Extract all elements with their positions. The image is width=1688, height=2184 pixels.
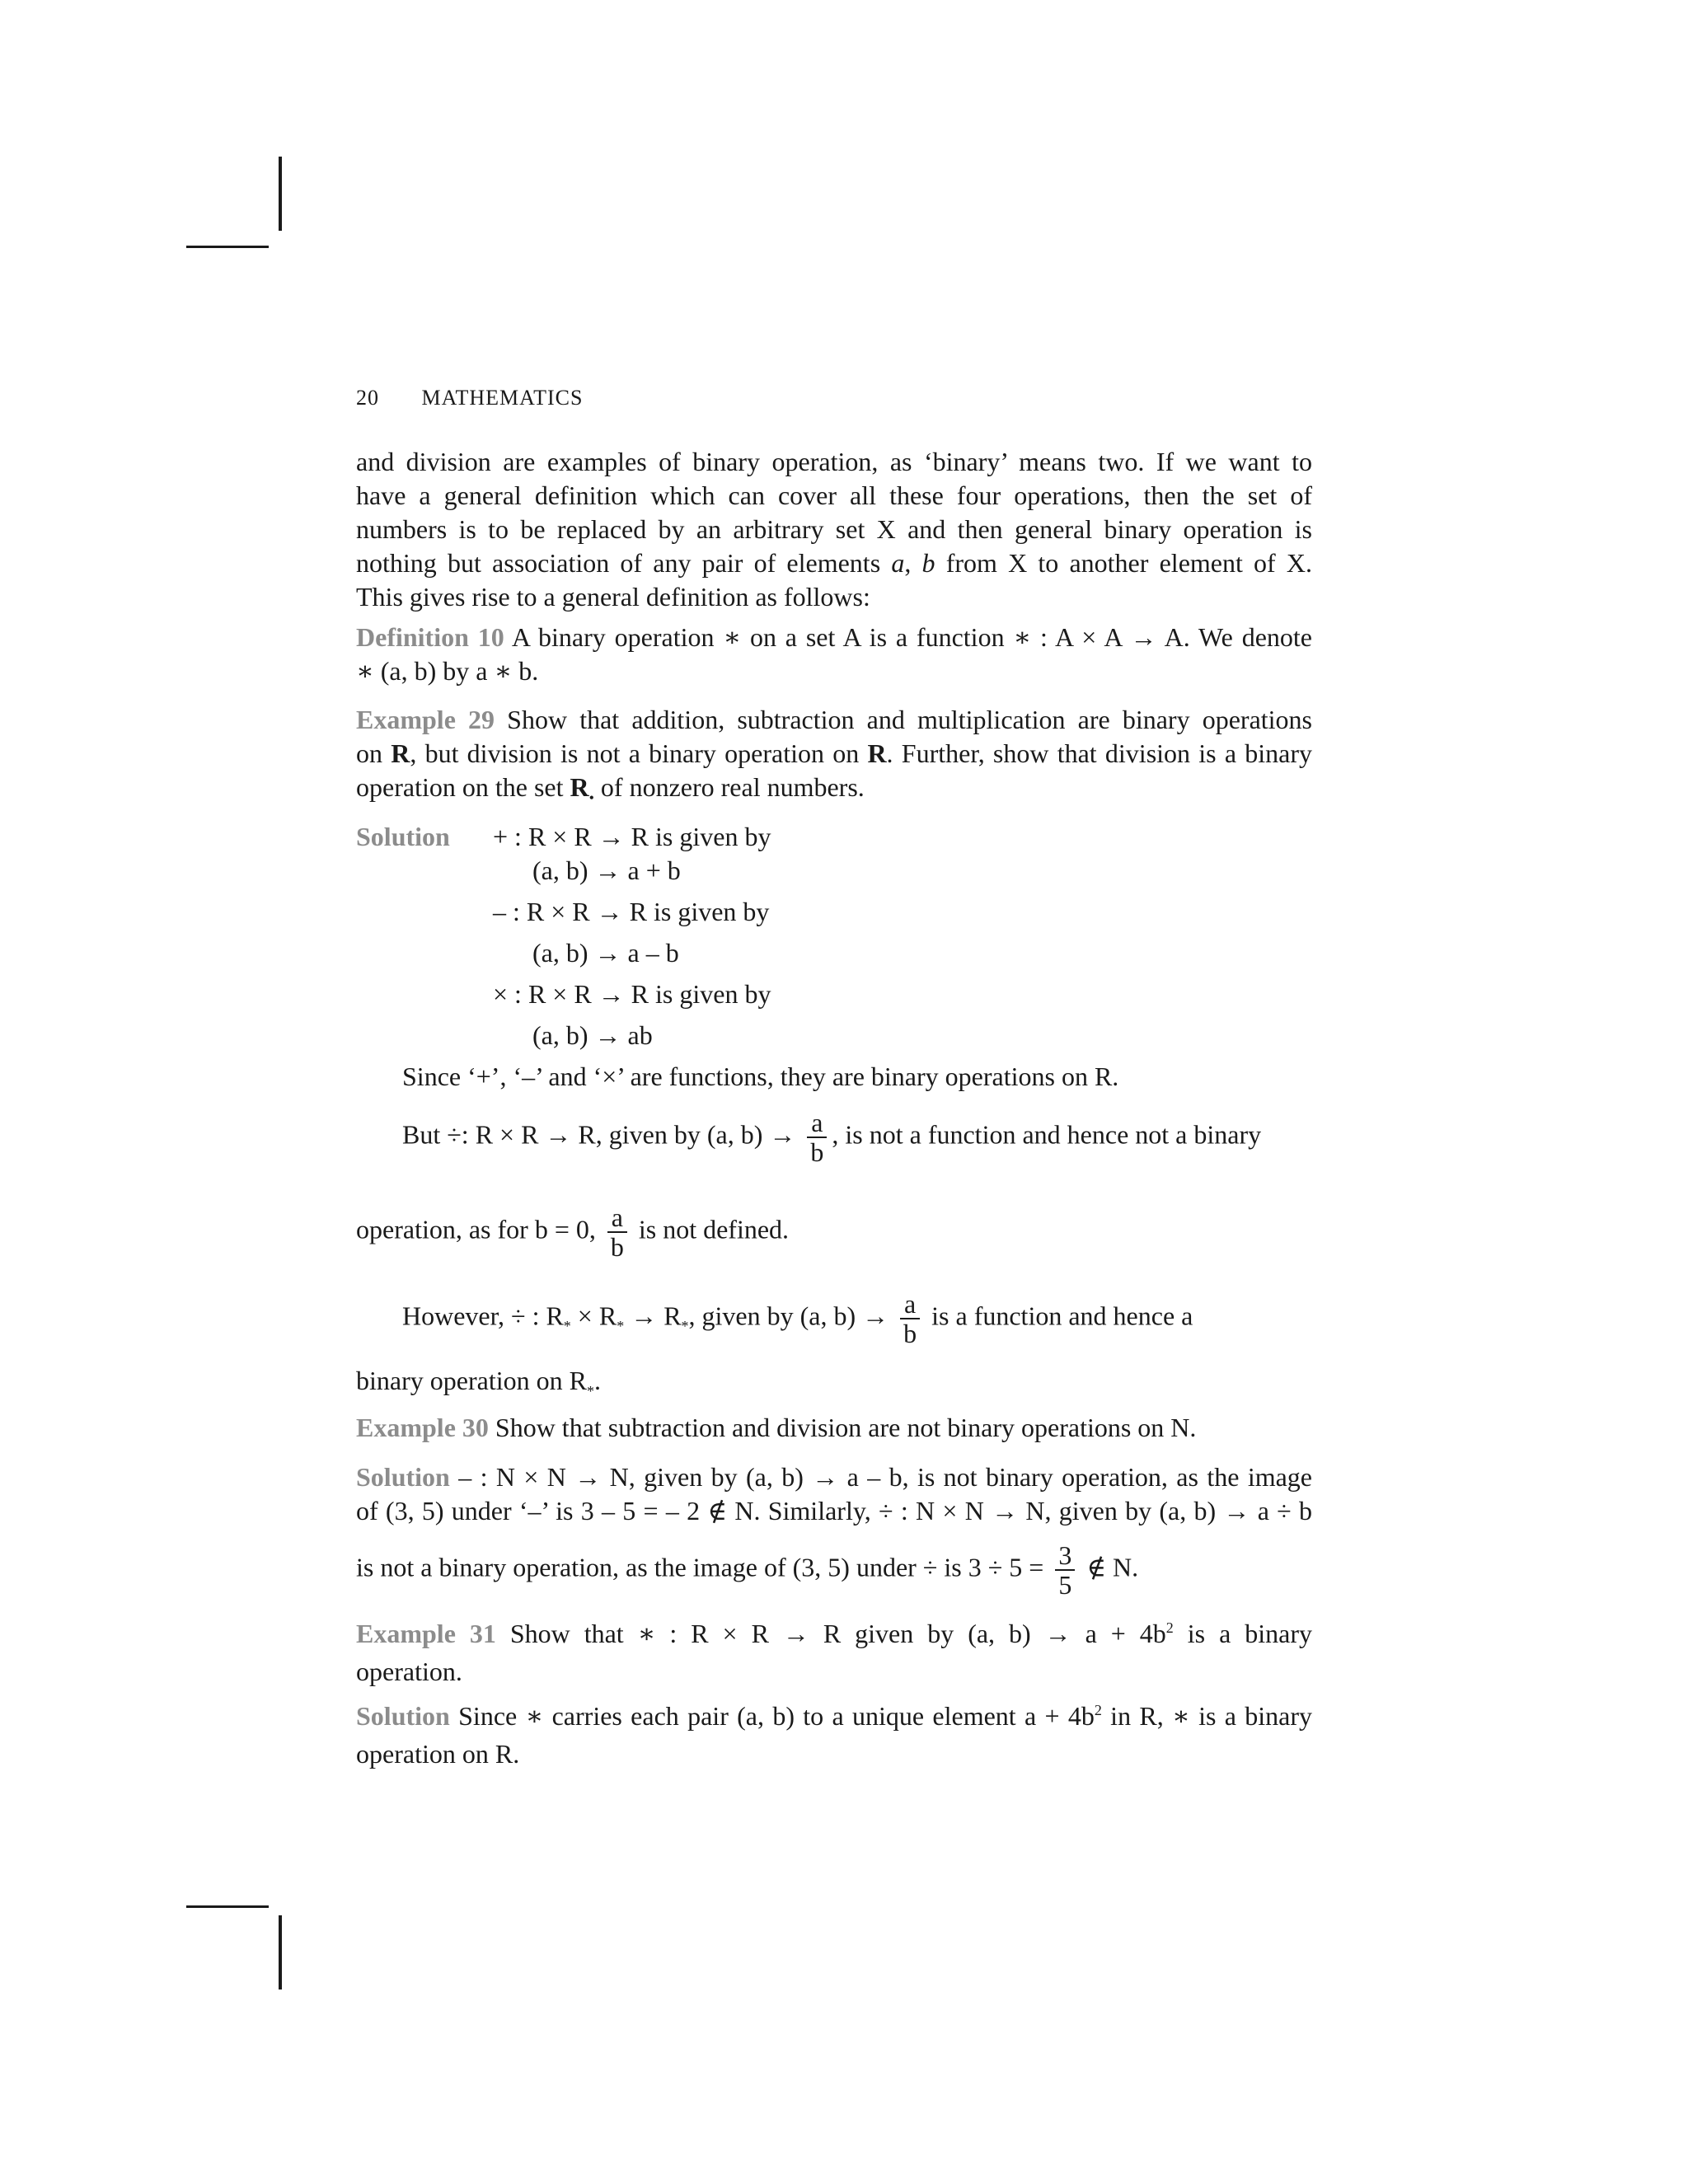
- definition-10: Definition 10 A binary operation ∗ on a set A is a function ∗ : A × A → A. We denote ∗ (a, b) by a ∗ b.: [356, 622, 1313, 686]
- example-label: Example 30: [356, 1413, 489, 1442]
- but-line: But ÷: R × R → R, given by (a, b) → $\frac{a}{b}$ , is not a function and hence not a binary: [402, 1108, 1262, 1167]
- example-label: Example 31: [356, 1619, 496, 1648]
- times-rule: (a, b) → ab: [532, 1020, 653, 1050]
- minus-map: – : R × R → R is given by: [493, 897, 770, 926]
- intro-line: This gives rise to a general definition as follows:: [356, 582, 870, 612]
- crop-mark-top-horizontal: [186, 246, 269, 248]
- solution-label: Solution: [356, 1462, 450, 1492]
- plus-map: + : R × R → R is given by: [493, 822, 771, 851]
- since-line: Since ‘+’, ‘–’ and ‘×’ are functions, they are binary operations on R.: [402, 1062, 1119, 1091]
- crop-mark-bottom-vertical: [279, 1915, 282, 1990]
- page-number: 20: [356, 386, 379, 410]
- definition-label: Definition 10: [356, 622, 504, 652]
- intro-line: nothing but association of any pair of elements a, b from X to another element of X.: [356, 548, 1313, 578]
- example-label: Example 29: [356, 705, 495, 734]
- plus-rule: (a, b) → a + b: [532, 855, 681, 885]
- intro-line: have a general definition which can cover all these four operations, then the set of: [356, 480, 1312, 510]
- running-header: [356, 386, 583, 410]
- fraction-3-over-5: $\frac{3}{5}$: [1055, 1541, 1075, 1599]
- solution-30: Solution – : N × N → N, given by (a, b) → a – b, is not binary operation, as the image of (3, 5) under ‘–’ is 3 – 5 = – 2 ∉ N. Similarly, ÷ : N × N → N, given by (a, b) → a ÷ b: [356, 1462, 1312, 1526]
- fraction-a-over-b: $\frac{a}{b}$: [807, 1108, 827, 1166]
- fraction-a-over-b: $\frac{a}{b}$: [900, 1290, 920, 1347]
- fraction-a-over-b: $\frac{a}{b}$: [607, 1203, 627, 1261]
- solution-label: Solution: [356, 822, 450, 851]
- example-31: Example 31 Show that ∗ : R × R → R given by (a, $b) \to a + 4b^2$ is a binary operation.: [356, 1619, 1312, 1686]
- example-30: Example 30 Show that subtraction and division are not binary operations on N.: [356, 1413, 1197, 1442]
- times-map: × : R × R → R is given by: [493, 979, 771, 1009]
- intro-line: and division are examples of binary operation, as ‘binary’ means two. If we want to: [356, 447, 1312, 476]
- solution-30-line3: is not a binary operation, as the image of (3, 5) under ÷ is 3 ÷ 5 = $\frac{3}{5}$ ∉ N.: [356, 1540, 1139, 1600]
- crop-mark-top-vertical: [279, 157, 282, 231]
- operation-line: operation, as for b = 0, $\frac{a}{b}$ is not defined.: [356, 1202, 790, 1262]
- however-line: However, ÷ : $R_* \times R_* \to R_*$, given by (a, b) → $\frac{a}{b}$ is a function and hence a: [402, 1289, 1193, 1348]
- intro-paragraph: [356, 445, 1312, 614]
- solution-31: Solution Since ∗ carries each pair (a, b) to a unique element $a + 4b^2$ in R, ∗ is a binary operation on R.: [356, 1701, 1313, 1769]
- intro-line: numbers is to be replaced by an arbitrary set X and then general binary operation is: [356, 514, 1312, 544]
- subject-title: MATHEMATICS: [421, 386, 584, 410]
- solution-label: Solution: [356, 1701, 450, 1731]
- binary-line: binary operation on $R_*$.: [356, 1366, 601, 1399]
- minus-rule: (a, b) → a – b: [532, 938, 679, 968]
- example-29: Example 29 Show that addition, subtraction and multiplication are binary operations on R, but division is not a binary operation on R. Further, show that division is a binary operation on the set $R_•$ of nonzero real numbers.: [356, 705, 1313, 806]
- crop-mark-bottom-horizontal: [186, 1905, 269, 1908]
